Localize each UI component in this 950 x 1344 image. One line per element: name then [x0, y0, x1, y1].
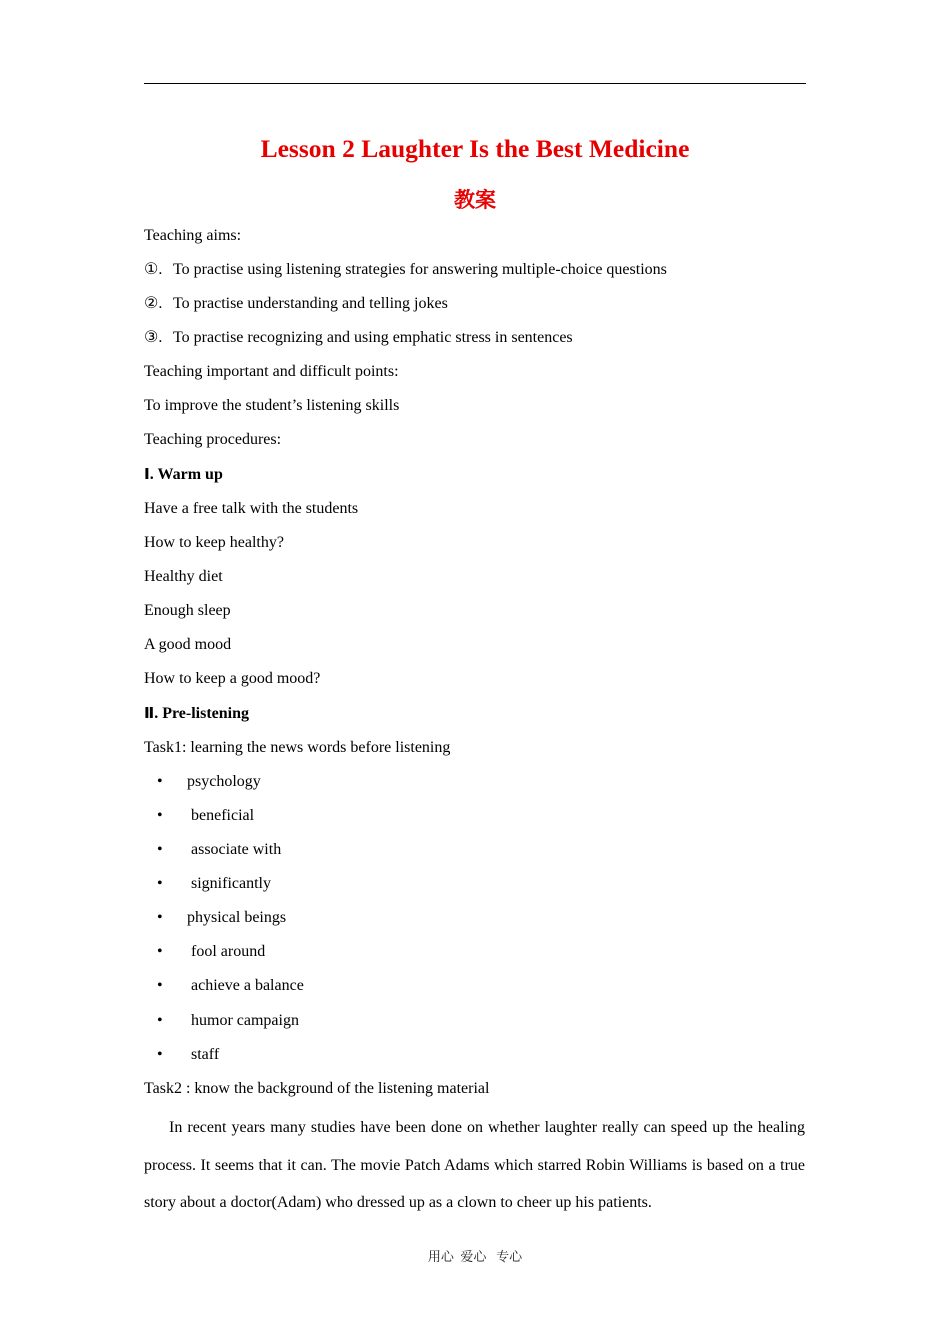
vocab-item: humor campaign — [191, 1012, 299, 1029]
warmup-line: Healthy diet — [144, 568, 223, 585]
section-heading-prelistening — [144, 702, 249, 725]
bullet-icon: • — [157, 773, 163, 790]
warmup-line: A good mood — [144, 636, 232, 653]
bullet-icon: • — [157, 875, 163, 892]
points-heading: Teaching important and difficult points: — [144, 363, 399, 380]
document-title: Lesson 2 Laughter Is the Best Medicine — [260, 134, 690, 163]
bullet-icon: • — [157, 977, 163, 994]
warmup-line: How to keep healthy? — [144, 534, 284, 551]
page-footer: 用心 爱心 专心 — [427, 1249, 523, 1264]
section-title: . Warm up — [149, 466, 223, 483]
section-title: . Pre-listening — [154, 705, 250, 722]
warmup-line: How to keep a good mood? — [144, 670, 321, 687]
vocab-item: associate with — [191, 841, 282, 858]
aim-text: To practise recognizing and using emphatic stress in sentences — [173, 329, 573, 346]
section-numeral: Ⅱ — [144, 704, 155, 722]
section-numeral: Ⅰ — [144, 465, 150, 483]
bullet-icon: • — [157, 943, 163, 960]
vocab-item: achieve a balance — [191, 977, 304, 994]
aim-marker: ①. — [144, 261, 163, 278]
aims-heading: Teaching aims: — [144, 227, 242, 244]
vocab-item: physical beings — [187, 909, 287, 926]
background-paragraph: In recent years many studies have been done on whether laughter really can speed up the healing process. It seems that it can. The movie Patch Adams which starred Robin Williams is based on a true story about a doctor(Adam) who dressed up as a clown to cheer up his patients. — [144, 1119, 805, 1211]
task1-heading: Task1: learning the news words before listening — [144, 739, 451, 756]
warmup-line: Enough sleep — [144, 602, 231, 619]
points-text: To improve the student’s listening skills — [144, 397, 400, 414]
task2-heading: Task2 : know the background of the listening material — [144, 1080, 490, 1097]
section-heading-warmup — [144, 463, 223, 486]
aim-item — [144, 327, 573, 349]
aim-text: To practise using listening strategies for answering multiple-choice questions — [173, 261, 667, 278]
header-rule — [144, 83, 806, 84]
vocab-item: significantly — [191, 875, 271, 892]
bullet-icon: • — [157, 841, 163, 858]
vocab-item: beneficial — [191, 807, 255, 824]
bullet-icon: • — [157, 1046, 163, 1063]
aim-marker: ③. — [144, 329, 163, 346]
aim-marker: ②. — [144, 295, 163, 312]
vocab-item: fool around — [191, 943, 266, 960]
procedures-heading: Teaching procedures: — [144, 431, 282, 448]
bullet-icon: • — [157, 909, 163, 926]
document-subtitle: 教案 — [454, 188, 496, 212]
aim-text: To practise understanding and telling jokes — [173, 295, 448, 312]
bullet-icon: • — [157, 1012, 163, 1029]
vocab-item: staff — [191, 1046, 220, 1063]
aim-item — [144, 293, 448, 315]
aim-item — [144, 259, 667, 281]
bullet-icon: • — [157, 807, 163, 824]
warmup-line: Have a free talk with the students — [144, 500, 359, 517]
vocab-item: psychology — [187, 773, 261, 790]
